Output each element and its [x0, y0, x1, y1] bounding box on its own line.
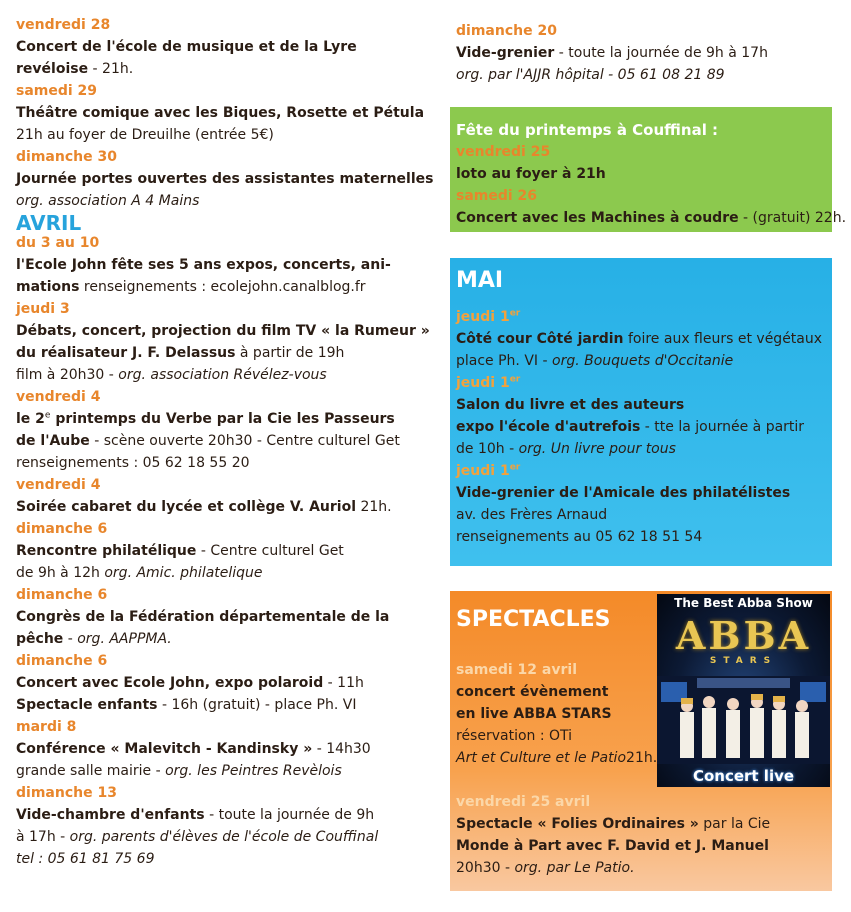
event-line [16, 694, 426, 716]
text-segment: er [509, 462, 521, 473]
event-line [456, 350, 826, 372]
spectacles-title: SPECTACLES [456, 607, 611, 632]
text-segment: org. les Peintres Revèlois [165, 763, 342, 779]
event-date: dimanche 6 [16, 521, 108, 537]
event-line [16, 364, 426, 386]
event-line [16, 408, 426, 430]
mai-title: MAI [456, 268, 504, 293]
event-entry [16, 232, 426, 298]
text-segment: Spectacle « Folies Ordinaires » [456, 816, 699, 832]
text-segment: expo l'école d'autrefois [456, 419, 641, 435]
event-date: vendredi 4 [16, 389, 101, 405]
event-date: vendredi 28 [16, 17, 111, 33]
poster-logo: ABBA [675, 613, 812, 658]
text-segment: mations [16, 279, 80, 295]
text-segment: de 10h - [456, 441, 519, 457]
event-date: vendredi 25 [456, 144, 551, 160]
event-line [16, 190, 426, 212]
text-segment: Journée portes ouvertes des assistantes maternelles [16, 171, 434, 187]
text-segment: printemps du Verbe par la Cie les Passeurs [50, 411, 395, 427]
text-segment: Soirée cabaret du lycée et collège V. Auriol [16, 499, 357, 515]
event-line [16, 606, 426, 628]
text-segment: er [509, 308, 521, 319]
event-date: samedi 12 avril [456, 662, 577, 678]
text-segment: 21h. [356, 499, 392, 515]
event-line [456, 42, 836, 64]
text-segment: le 2 [16, 411, 45, 427]
event-line [16, 320, 430, 342]
right-top-event [456, 20, 836, 86]
event-line [16, 738, 426, 760]
text-segment: jeudi 1 [456, 375, 510, 391]
text-segment: réservation : OTi [456, 728, 573, 744]
event-line [16, 496, 426, 518]
text-segment: - 14h30 [312, 741, 371, 757]
text-segment: org. AAPPMA. [77, 631, 172, 647]
text-segment: de l'Aube [16, 433, 90, 449]
text-segment: - 21h. [88, 61, 134, 77]
event-line [16, 562, 426, 584]
event-date: mardi 8 [16, 719, 77, 735]
event-entry [456, 460, 826, 548]
text-segment: 21h. [626, 750, 658, 766]
event-entry [456, 372, 826, 460]
event-line [16, 826, 426, 848]
event-entry [16, 211, 426, 235]
event-entry [16, 386, 426, 474]
text-segment: - (gratuit) 22h. [738, 210, 847, 226]
event-entry [456, 185, 847, 229]
event-entry [16, 80, 426, 146]
event-line [16, 58, 426, 80]
event-line [456, 328, 826, 350]
event-line [16, 430, 426, 452]
text-segment: Vide-grenier de l'Amicale des philatélistes [456, 485, 791, 501]
text-segment: Vide-chambre d'enfants [16, 807, 205, 823]
event-line [456, 438, 826, 460]
event-date [456, 306, 826, 328]
event-line [16, 804, 426, 826]
event-line [456, 64, 836, 86]
text-segment: pêche [16, 631, 64, 647]
text-segment: av. des Frères Arnaud [456, 507, 608, 523]
text-segment: - Centre culturel Get [196, 543, 344, 559]
text-segment: renseignements au 05 62 18 51 54 [456, 529, 703, 545]
text-segment: 21h au foyer de Dreuilhe (entrée 5€) [16, 127, 274, 143]
text-segment: concert évènement [456, 684, 609, 700]
text-segment: Spectacle enfants [16, 697, 158, 713]
text-segment: - scène ouverte 20h30 - Centre culturel Get [89, 433, 400, 449]
text-segment: Salon du livre et des auteurs [456, 397, 685, 413]
event-date [456, 460, 826, 482]
text-segment: Théâtre comique avec les Biques, Rosette et Pétula [16, 105, 425, 121]
text-segment: renseignements : ecolejohn.canalblog.fr [79, 279, 366, 295]
event-date: jeudi 3 [16, 301, 70, 317]
event-entry [16, 474, 426, 518]
text-segment: Congrès de la Fédération départementale de la [16, 609, 390, 625]
event-date: dimanche 30 [16, 149, 117, 165]
event-line [456, 207, 847, 229]
text-segment: renseignements : 05 62 18 55 20 [16, 455, 250, 471]
text-segment: l'Ecole John fête ses 5 ans expos, concerts, ani- [16, 257, 391, 273]
event-date: dimanche 20 [456, 23, 557, 39]
text-segment: en live ABBA STARS [456, 706, 612, 722]
event-line [456, 163, 826, 185]
text-segment: Concert de l'école de musique et de la Lyre [16, 39, 357, 55]
event-line [16, 254, 426, 276]
text-segment: Concert avec Ecole John, expo polaroid [16, 675, 324, 691]
left-column [16, 14, 434, 870]
text-segment: Art et Culture et le Patio [456, 750, 627, 766]
text-segment: film à 20h30 - [16, 367, 119, 383]
text-segment: à 17h - [16, 829, 70, 845]
text-segment: revéloise [16, 61, 89, 77]
text-segment: org. association A 4 Mains [16, 193, 200, 209]
event-line [16, 276, 426, 298]
text-segment: - [63, 631, 78, 647]
event-line [16, 168, 434, 190]
event-entry [16, 716, 426, 782]
event-date: dimanche 13 [16, 785, 117, 801]
event-date: samedi 29 [16, 83, 98, 99]
text-segment: org. Bouquets d'Occitanie [552, 353, 734, 369]
abba-poster-image [657, 594, 830, 787]
event-entry [16, 782, 426, 870]
text-segment: Débats, concert, projection du film TV « la Rumeur » [16, 323, 430, 339]
printemps-box [450, 107, 847, 232]
text-segment: Vide-grenier [456, 45, 555, 61]
month-heading: AVRIL [16, 211, 82, 235]
text-segment: er [509, 374, 521, 385]
event-date: vendredi 4 [16, 477, 101, 493]
text-segment: Rencontre philatélique [16, 543, 197, 559]
event-date: dimanche 6 [16, 653, 108, 669]
event-line [456, 504, 826, 526]
event-date: samedi 26 [456, 188, 538, 204]
text-segment: Monde à Part avec F. David et J. Manuel [456, 838, 769, 854]
text-segment: - toute la journée de 9h [204, 807, 375, 823]
text-segment: loto au foyer à 21h [456, 166, 606, 182]
text-segment: org. Amic. philatelique [104, 565, 263, 581]
event-date: du 3 au 10 [16, 235, 100, 251]
text-segment: e [44, 410, 51, 421]
event-line [16, 848, 426, 870]
event-line [456, 394, 826, 416]
event-line [456, 482, 826, 504]
event-line [16, 760, 426, 782]
event-date: dimanche 6 [16, 587, 108, 603]
event-date [456, 372, 826, 394]
event-line [16, 342, 426, 364]
printemps-title: Fête du printemps à Couffinal : [456, 121, 719, 139]
text-segment: par la Cie [698, 816, 771, 832]
mai-events [456, 306, 826, 548]
event-entry [16, 14, 426, 80]
text-segment: - tte la journée à partir [640, 419, 805, 435]
event-line [16, 628, 426, 650]
text-segment: jeudi 1 [456, 309, 510, 325]
event-line [16, 452, 426, 474]
text-segment: 20h30 - [456, 860, 515, 876]
event-entry [456, 306, 826, 372]
event-line [16, 540, 426, 562]
poster-top-text: The Best Abba Show [674, 596, 813, 610]
event-entry [16, 146, 434, 212]
event-entry [16, 518, 426, 584]
text-segment: foire aux fleurs et végétaux [623, 331, 823, 347]
text-segment: jeudi 1 [456, 463, 510, 479]
event-line [16, 102, 426, 124]
text-segment: org. association Révélez-vous [118, 367, 327, 383]
text-segment: Côté cour Côté jardin [456, 331, 624, 347]
text-segment: org. parents d'élèves de l'école de Couffinal [69, 829, 379, 845]
event-date: vendredi 25 avril [456, 794, 591, 810]
text-segment: - 16h (gratuit) - place Ph. VI [157, 697, 357, 713]
event-entry [456, 791, 826, 879]
performers-illustration [657, 676, 830, 764]
text-segment: Concert avec les Machines à coudre [456, 210, 739, 226]
text-segment: place Ph. VI - [456, 353, 552, 369]
mai-box [450, 258, 832, 566]
event-line [456, 857, 826, 879]
event-entry [16, 298, 430, 386]
text-segment: de 9h à 12h [16, 565, 105, 581]
event-line [456, 835, 826, 857]
event-entry [16, 584, 426, 650]
event-line [456, 416, 826, 438]
poster-caption: Concert live [692, 767, 795, 785]
poster-subtitle: STARS [709, 656, 778, 666]
text-segment: - toute la journée de 9h à 17h [554, 45, 768, 61]
text-segment: tel : 05 61 81 75 69 [16, 851, 155, 867]
event-line [16, 124, 426, 146]
event-entry [456, 141, 826, 185]
printemps-events [456, 141, 847, 229]
event-entry [456, 20, 836, 86]
event-line [456, 526, 826, 548]
text-segment: - 11h [323, 675, 364, 691]
event-entry [16, 650, 426, 716]
event-line [16, 672, 426, 694]
text-segment: du réalisateur J. F. Delassus [16, 345, 236, 361]
event-line [16, 36, 426, 58]
text-segment: org. par Le Patio. [514, 860, 635, 876]
text-segment: à partir de 19h [235, 345, 345, 361]
text-segment: grande salle mairie - [16, 763, 166, 779]
event-line [456, 813, 826, 835]
text-segment: Conférence « Malevitch - Kandinsky » [16, 741, 313, 757]
text-segment: org. par l'AJJR hôpital - 05 61 08 21 89 [456, 67, 725, 83]
text-segment: org. Un livre pour tous [518, 441, 676, 457]
